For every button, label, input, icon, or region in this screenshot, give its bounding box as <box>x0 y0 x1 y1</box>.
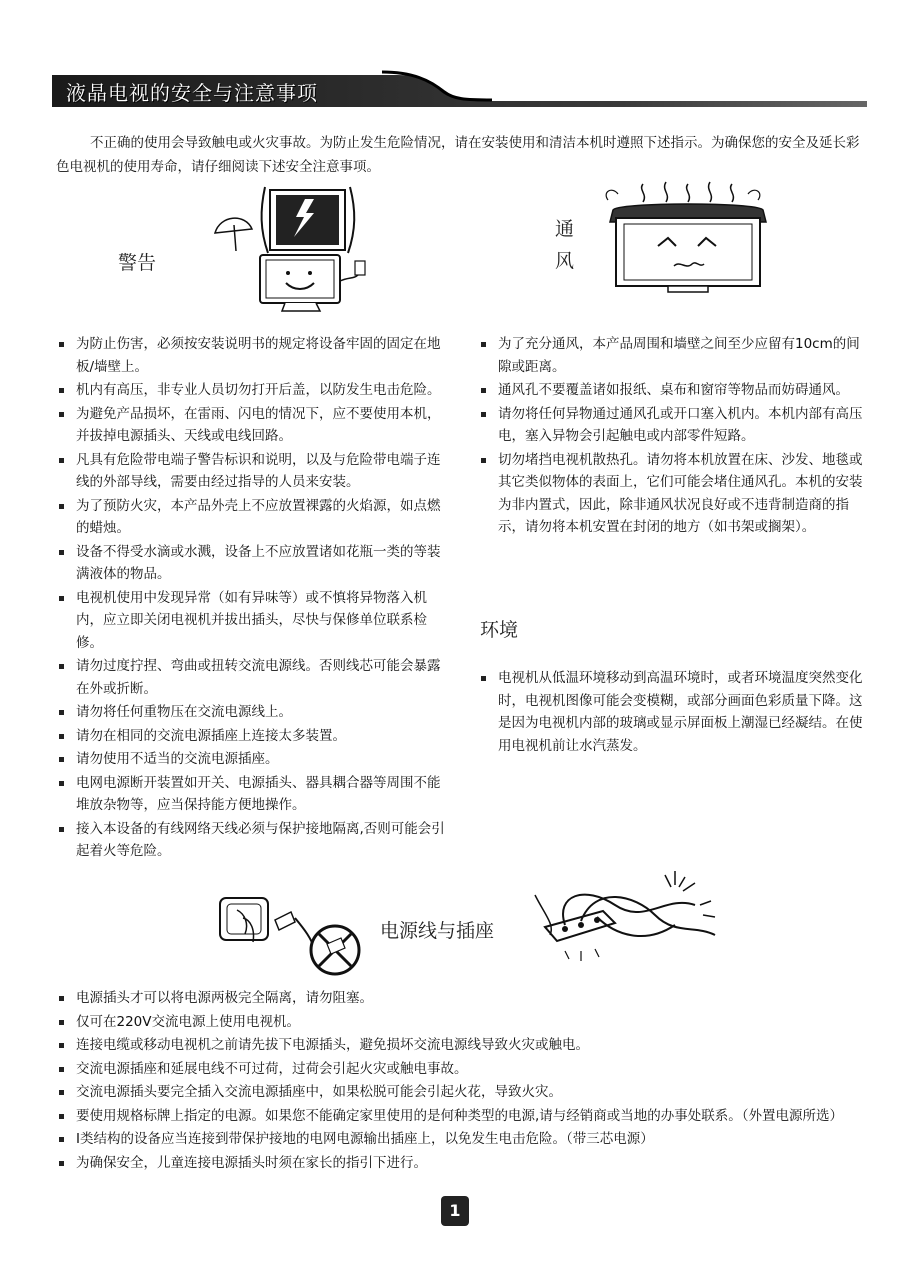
list-item: 凡具有危险带电端子警告标识和说明，以及与危险带电端子连线的外部导线，需要由经过指导的人员来安装。 <box>56 449 448 494</box>
power-plug-illustration <box>215 890 365 980</box>
environment-list <box>478 667 870 757</box>
list-item: 为防止伤害，必须按安装说明书的规定将设备牢固的固定在地板/墙壁上。 <box>56 333 448 378</box>
ventilation-label-line1: 通 <box>555 218 575 240</box>
ventilation-list-container <box>478 333 870 540</box>
list-item: 电网电源断开装置如开关、电源插头、器具耦合器等周围不能堆放杂物等，应当保持能方便地操作。 <box>56 772 448 817</box>
intro-paragraph: 不正确的使用会导致触电或火灾事故。为防止发生危险情况，请在安装使用和清洁本机时遵照下述指示。为确保您的安全及延长彩色电视机的使用寿命，请仔细阅读下述安全注意事项。 <box>56 135 860 175</box>
warning-list <box>56 333 448 863</box>
list-item: 电源插头才可以将电源两极完全隔离，请勿阻塞。 <box>56 987 868 1010</box>
list-item: 机内有高压，非专业人员切勿打开后盖，以防发生电击危险。 <box>56 379 448 402</box>
list-item: 交流电源插头要完全插入交流电源插座中，如果松脱可能会引起火花，导致火灾。 <box>56 1081 868 1104</box>
ventilation-list <box>478 333 870 539</box>
page-number: 1 <box>441 1196 469 1226</box>
list-item: 请勿将任何异物通过通风孔或开口塞入机内。本机内部有高压电，塞入异物会引起触电或内部零件短路。 <box>478 403 870 448</box>
list-item: 为了充分通风，本产品周围和墙壁之间至少应留有10cm的间隙或距离。 <box>478 333 870 378</box>
section-header <box>52 70 867 110</box>
list-item: 请勿在相同的交流电源插座上连接太多装置。 <box>56 725 448 748</box>
list-item: 为了预防火灾，本产品外壳上不应放置裸露的火焰源，如点燃的蜡烛。 <box>56 495 448 540</box>
power-list-container <box>56 987 868 1175</box>
power-strip-illustration <box>525 865 725 965</box>
environment-list-container <box>478 667 870 758</box>
warning-list-container <box>56 333 448 864</box>
list-item: 为避免产品损坏，在雷雨、闪电的情况下，应不要使用本机，并拔掉电源插头、天线或电线回路。 <box>56 403 448 448</box>
list-item: 要使用规格标牌上指定的电源。如果您不能确定家里使用的是何种类型的电源,请与经销商或当地的办事处联系。（外置电源所选） <box>56 1105 868 1128</box>
list-item: 接入本设备的有线网络天线必须与保护接地隔离,否则可能会引起着火等危险。 <box>56 818 448 863</box>
environment-label: 环境 <box>480 619 519 641</box>
ventilation-illustration <box>598 180 778 295</box>
power-list <box>56 987 868 1174</box>
list-item: 连接电缆或移动电视机之前请先拔下电源插头，避免损坏交流电源线导致火灾或触电。 <box>56 1034 868 1057</box>
list-item: 通风孔不要覆盖诸如报纸、桌布和窗帘等物品而妨碍通风。 <box>478 379 870 402</box>
list-item: 电视机使用中发现异常（如有异味等）或不慎将异物落入机内，应立即关闭电视机并拔出插头，尽快与保修单位联系检修。 <box>56 587 448 655</box>
list-item: 电视机从低温环境移动到高温环境时，或者环境温度突然变化时，电视机图像可能会变模糊，或部分画面色彩质量下降。这是因为电视机内部的玻璃或显示屏面板上潮湿已经凝结。在使用电视机前让水汽蒸发。 <box>478 667 870 757</box>
list-item: Ⅰ类结构的设备应当连接到带保护接地的电网电源输出插座上，以免发生电击危险。（带三芯电源） <box>56 1128 868 1151</box>
warning-illustration <box>210 185 370 315</box>
list-item: 请勿将任何重物压在交流电源线上。 <box>56 701 448 724</box>
list-item: 请勿过度拧捏、弯曲或扭转交流电源线。否则线芯可能会暴露在外或折断。 <box>56 655 448 700</box>
list-item: 仅可在220V交流电源上使用电视机。 <box>56 1011 868 1034</box>
ventilation-label-line2: 风 <box>555 250 575 272</box>
list-item: 切勿堵挡电视机散热孔。请勿将本机放置在床、沙发、地毯或其它类似物体的表面上，它们可能会堵住通风孔。本机的安装为非内置式，因此，除非通风状况良好或不违背制造商的指示，请勿将本机安置在封闭的地方（如书架或搁架）。 <box>478 449 870 539</box>
list-item: 设备不得受水滴或水溅，设备上不应放置诸如花瓶一类的等装满液体的物品。 <box>56 541 448 586</box>
list-item: 交流电源插座和延展电线不可过荷，过荷会引起火灾或触电事故。 <box>56 1058 868 1081</box>
warning-label: 警告 <box>118 252 157 274</box>
power-label: 电源线与插座 <box>380 920 495 942</box>
page-title: 液晶电视的安全与注意事项 <box>66 81 318 105</box>
list-item: 为确保安全，儿童连接电源插头时须在家长的指引下进行。 <box>56 1152 868 1175</box>
list-item: 请勿使用不适当的交流电源插座。 <box>56 748 448 771</box>
